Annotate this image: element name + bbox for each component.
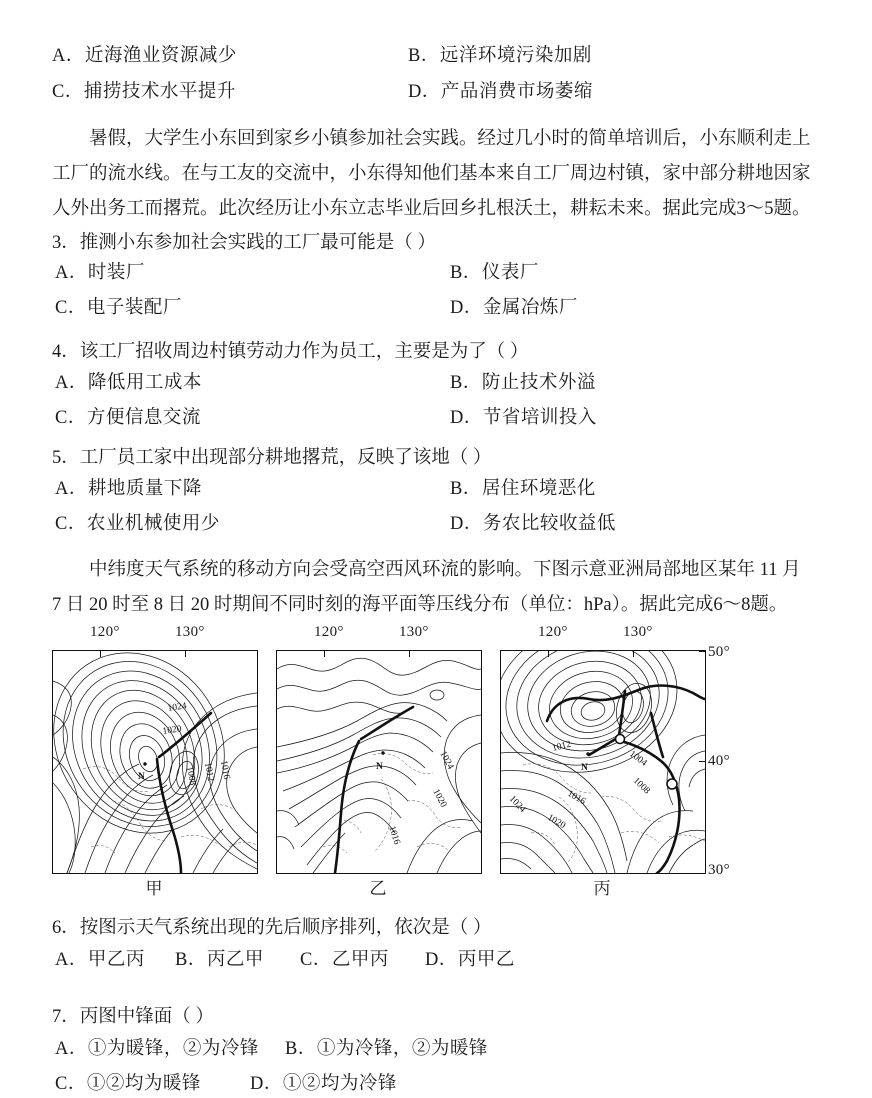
passage-2 [52, 553, 824, 623]
front-node-1 [616, 735, 625, 744]
q2-option-b: B．远洋环境污染加剧 [408, 46, 592, 66]
question-3-option-c[interactable]: C．电子装配厂 [55, 298, 182, 318]
passage-1-line-2: 工厂的流水线。在与工友的交流中，小东得知他们基本来自工厂周边村镇，家中部分耕地因家 [52, 164, 811, 184]
isobar-panel-jia [52, 650, 258, 874]
isobar-map-bing [501, 651, 705, 873]
low-centre-marker-yi [376, 751, 385, 772]
iso-label-1016-bing: 1016 [565, 788, 587, 808]
iso-label-1024-bing: 1024 [506, 794, 528, 815]
panel-bing-lon-130-label: 130° [623, 624, 653, 640]
lat-tick-40 [699, 761, 706, 762]
lat-30-label: 30° [708, 862, 730, 878]
question-5-stem: 5．工厂员工家中出现部分耕地撂荒，反映了该地（ ） [52, 448, 492, 468]
lat-40-label: 40° [708, 753, 730, 769]
question-6-option-a[interactable]: A．甲乙丙 [55, 950, 145, 970]
question-4-option-d[interactable]: D．节省培训投入 [450, 408, 597, 428]
question-3-option-b[interactable]: B．仪表厂 [450, 263, 539, 283]
question-5-option-b[interactable]: B．居住环境恶化 [450, 479, 596, 499]
q2-option-a: A．近海渔业资源减少 [52, 46, 237, 66]
iso-label-1016-yi: 1016 [386, 824, 402, 846]
iso-label-1004-bing: 1004 [627, 749, 649, 769]
iso-label-1008-jia: 1008 [184, 765, 198, 787]
iso-label-1016-jia: 1016 [218, 759, 232, 781]
question-4-option-b[interactable]: B．防止技术外溢 [450, 373, 596, 393]
svg-text:N: N [581, 763, 588, 773]
question-7-option-d[interactable]: D．①②均为冷锋 [250, 1074, 397, 1094]
lon-tick-130-bing [633, 650, 634, 657]
question-7-option-c[interactable]: C．①②均为暖锋 [55, 1074, 201, 1094]
question-7-option-a[interactable]: A．①为暖锋，②为冷锋 [55, 1039, 259, 1059]
isobar-map-jia [53, 651, 257, 873]
question-4-option-c[interactable]: C．方便信息交流 [55, 408, 201, 428]
panel-jia-lon-120-label: 120° [90, 624, 120, 640]
iso-label-1020-bing: 1020 [545, 812, 567, 832]
iso-label-1012-jia: 1012 [202, 761, 216, 783]
iso-label-1020-yi: 1020 [430, 787, 449, 810]
isobar-panel-bing [500, 650, 706, 874]
question-5-option-c[interactable]: C．农业机械使用少 [55, 514, 220, 534]
iso-label-1012-bing: 1012 [551, 739, 573, 754]
iso-label-1024-jia: 1024 [167, 701, 188, 714]
passage-2-line-2: 7 日 20 时至 8 日 20 时期间不同时刻的海平面等压线分布（单位：hPa）。据此完成6～8题。 [52, 595, 788, 615]
question-4-stem: 4．该工厂招收周边村镇劳动力作为员工，主要是为了（ ） [52, 342, 529, 362]
svg-text:N: N [376, 762, 383, 772]
question-6-option-c[interactable]: C．乙甲丙 [300, 950, 389, 970]
isobar-map-yi [277, 651, 481, 873]
panel-bing-lon-120-label: 120° [538, 624, 568, 640]
question-5-option-a[interactable]: A．耕地质量下降 [55, 479, 202, 499]
question-3-option-a[interactable]: A．时装厂 [55, 263, 145, 283]
panel-label-jia: 甲 [145, 879, 163, 898]
panel-jia-lon-130-label: 130° [175, 624, 205, 640]
passage-1-line-1: 暑假，大学生小东回到家乡小镇参加社会实践。经过几小时的简单培训后，小东顺利走上 [89, 129, 811, 149]
lon-tick-120-bing [548, 650, 549, 657]
panel-yi-lon-130-label: 130° [399, 624, 429, 640]
iso-label-1020-jia: 1020 [162, 724, 183, 737]
question-6-stem: 6．按图示天气系统出现的先后顺序排列，依次是（ ） [52, 918, 492, 938]
passage-1-line-3: 人外出务工而撂荒。此次经历让小东立志毕业后回乡扎根沃土，耕耘未来。据此完成3～5题。 [52, 199, 811, 219]
question-3-option-d[interactable]: D．金属冶炼厂 [450, 298, 578, 318]
question-4-option-a[interactable]: A．降低用工成本 [55, 373, 202, 393]
lon-tick-130-jia [185, 650, 186, 657]
panel-yi-lon-120-label: 120° [314, 624, 344, 640]
iso-label-1008-bing: 1008 [630, 775, 652, 797]
lat-50-label: 50° [708, 644, 730, 660]
iso-label-1024-yi: 1024 [437, 749, 456, 772]
question-5-option-d[interactable]: D．务农比较收益低 [450, 514, 616, 534]
svg-text:N: N [138, 772, 145, 782]
isobar-figure [52, 622, 820, 900]
q2-option-d: D．产品消费市场萎缩 [408, 82, 593, 102]
question-6-option-b[interactable]: B．丙乙甲 [175, 950, 264, 970]
lon-tick-130-yi [409, 650, 410, 657]
passage-1 [52, 122, 824, 227]
lon-tick-120-jia [100, 650, 101, 657]
isobar-panel-yi [276, 650, 482, 874]
question-7-option-b[interactable]: B．①为冷锋，②为暖锋 [285, 1039, 488, 1059]
question-3-stem: 3．推测小东参加社会实践的工厂最可能是（ ） [52, 233, 436, 253]
question-6-option-d[interactable]: D．丙甲乙 [425, 950, 515, 970]
panel-label-yi: 乙 [369, 879, 387, 898]
passage-2-line-1: 中纬度天气系统的移动方向会受高空西风环流的影响。下图示意亚洲局部地区某年 11 月 [89, 560, 801, 580]
front-node-2 [667, 779, 677, 789]
panel-label-bing: 丙 [593, 879, 611, 898]
low-centre-marker-bing [581, 752, 590, 773]
question-7-stem: 7．丙图中锋面（ ） [52, 1007, 214, 1027]
lon-tick-120-yi [324, 650, 325, 657]
q2-option-c: C．捕捞技术水平提升 [52, 82, 236, 102]
lat-tick-50 [699, 651, 706, 652]
